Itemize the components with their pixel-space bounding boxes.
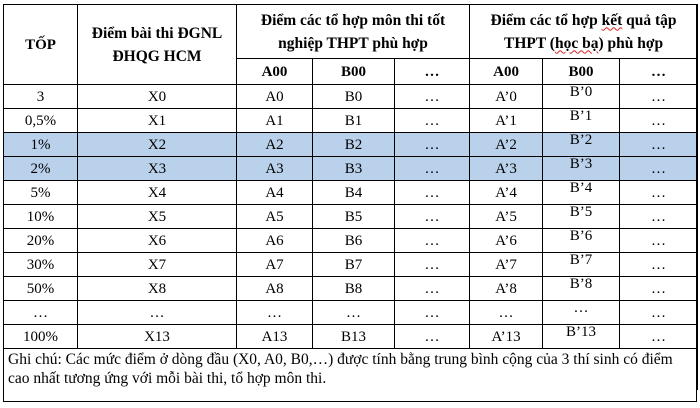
cell-b00: B5 xyxy=(313,205,395,229)
cell-top: 5% xyxy=(4,181,78,205)
cell-ellipsis: … xyxy=(395,325,470,349)
cell-a00: A13 xyxy=(237,325,313,349)
cell-ellipsis-hocba: … xyxy=(620,85,698,109)
cell-ellipsis-hocba: … xyxy=(620,277,698,301)
cell-ellipsis: … xyxy=(395,205,470,229)
cell-a00-hocba: A’4 xyxy=(470,181,543,205)
cell-b00: B6 xyxy=(313,229,395,253)
header-hocba-pre: Điểm các tổ hợp xyxy=(490,11,602,29)
table-frame xyxy=(3,4,697,402)
cell-a00-hocba: A’6 xyxy=(470,229,543,253)
cell-a00: A8 xyxy=(237,277,313,301)
cell-b00-hocba-text: B’0 xyxy=(569,84,593,100)
header-hocba-word-hocba: học bạ xyxy=(554,34,599,52)
cell-a00: A2 xyxy=(237,133,313,157)
cell-a00: A7 xyxy=(237,253,313,277)
cell-b00-hocba-text: B’5 xyxy=(569,204,593,220)
cell-top: 3 xyxy=(4,85,78,109)
header-thpt-line1: Điểm các tổ hợp môn thi tốt xyxy=(260,11,446,29)
subheader-ellipsis: … xyxy=(395,59,470,85)
cell-ellipsis: … xyxy=(395,301,470,325)
cell-top: 2% xyxy=(4,157,78,181)
cell-ellipsis: … xyxy=(395,109,470,133)
header-thpt-line2: nghiệp THPT phù hợp xyxy=(278,34,428,52)
subheader-b00: B00 xyxy=(313,59,395,85)
cell-b00: … xyxy=(313,301,395,325)
cell-b00: B3 xyxy=(313,157,395,181)
cell-ellipsis-hocba: … xyxy=(620,181,698,205)
cell-ellipsis: … xyxy=(395,157,470,181)
cell-a00: A6 xyxy=(237,229,313,253)
cell-a00-hocba: A’13 xyxy=(470,325,543,349)
cell-ellipsis: … xyxy=(395,229,470,253)
cell-b00-hocba-text: B’3 xyxy=(569,156,593,172)
cell-top: 10% xyxy=(4,205,78,229)
cell-b00-hocba-text: B’1 xyxy=(569,108,593,124)
cell-a00-hocba: A’3 xyxy=(470,157,543,181)
cell-b00: B13 xyxy=(313,325,395,349)
header-top: TỐP xyxy=(4,5,78,85)
cell-a00-hocba: … xyxy=(470,301,543,325)
note: Ghi chú: Các mức điểm ở dòng đầu (X0, A0, B0,…) được tính bằng trung bình cộng của 3 thí sinh có điểm cao nhất tương ứng với mỗi bài thi, tổ hợp môn thi. xyxy=(4,349,698,391)
cell-dgnl: X4 xyxy=(78,181,237,205)
cell-dgnl: … xyxy=(78,301,237,325)
cell-ellipsis-hocba: … xyxy=(620,109,698,133)
cell-b00-hocba-text: B’4 xyxy=(569,180,593,196)
cell-b00-hocba-text: … xyxy=(573,300,589,316)
cell-dgnl: X6 xyxy=(78,229,237,253)
cell-ellipsis: … xyxy=(395,85,470,109)
cell-ellipsis-hocba: … xyxy=(620,157,698,181)
cell-b00: B4 xyxy=(313,181,395,205)
cell-ellipsis-hocba: … xyxy=(620,325,698,349)
cell-b00-hocba-text: B’7 xyxy=(569,252,593,268)
cell-ellipsis: … xyxy=(395,181,470,205)
cell-dgnl: X7 xyxy=(78,253,237,277)
cell-top: 1% xyxy=(4,133,78,157)
cell-a00-hocba: A’7 xyxy=(470,253,543,277)
cell-b00-hocba-text: B’13 xyxy=(566,324,597,340)
cell-a00-hocba: A’1 xyxy=(470,109,543,133)
cell-ellipsis-hocba: … xyxy=(620,301,698,325)
cell-b00-hocba-text: B’8 xyxy=(569,276,593,292)
cell-top: 100% xyxy=(4,325,78,349)
subheader-a00: A00 xyxy=(237,59,313,85)
cell-dgnl: X3 xyxy=(78,157,237,181)
cell-dgnl: X13 xyxy=(78,325,237,349)
cell-b00: B7 xyxy=(313,253,395,277)
cell-b00-hocba-text: B’2 xyxy=(569,132,593,148)
header-hocba-word-ket: kết xyxy=(601,11,623,29)
header-hocba-line2-pre: THPT ( xyxy=(504,34,555,52)
subheader-a00-hocba: A00 xyxy=(470,59,543,85)
cell-ellipsis: … xyxy=(395,277,470,301)
cell-a00: A5 xyxy=(237,205,313,229)
cell-top: … xyxy=(4,301,78,325)
cell-b00: B1 xyxy=(313,109,395,133)
cell-top: 30% xyxy=(4,253,78,277)
cell-dgnl: X8 xyxy=(78,277,237,301)
cell-a00: A4 xyxy=(237,181,313,205)
cell-top: 50% xyxy=(4,277,78,301)
cell-ellipsis: … xyxy=(395,253,470,277)
cell-ellipsis-hocba: … xyxy=(620,253,698,277)
cell-ellipsis-hocba: … xyxy=(620,205,698,229)
cell-b00: B0 xyxy=(313,85,395,109)
cell-b00-hocba-text: B’6 xyxy=(569,228,593,244)
cell-a00-hocba: A’5 xyxy=(470,205,543,229)
cell-b00: B8 xyxy=(313,277,395,301)
subheader-b00-hocba: B00 xyxy=(543,59,620,85)
cell-a00: A1 xyxy=(237,109,313,133)
subheader-ellipsis-hocba: … xyxy=(620,59,698,85)
header-dgnl-line2: ĐHQG HCM xyxy=(112,47,202,65)
cell-a00-hocba: A’0 xyxy=(470,85,543,109)
cell-a00-hocba: A’2 xyxy=(470,133,543,157)
cell-top: 0,5% xyxy=(4,109,78,133)
header-hocba-mid: quả tập xyxy=(622,11,677,29)
cell-dgnl: X0 xyxy=(78,85,237,109)
header-dgnl-line1: Điểm bài thi ĐGNL xyxy=(91,24,223,42)
cell-top: 20% xyxy=(4,229,78,253)
cell-a00: A0 xyxy=(237,85,313,109)
cell-ellipsis-hocba: … xyxy=(620,133,698,157)
cell-b00: B2 xyxy=(313,133,395,157)
cell-ellipsis-hocba: … xyxy=(620,229,698,253)
cell-ellipsis: … xyxy=(395,133,470,157)
header-hocba-line2-post: ) phù hợp xyxy=(598,34,664,52)
cell-dgnl: X5 xyxy=(78,205,237,229)
cell-a00: A3 xyxy=(237,157,313,181)
cell-dgnl: X2 xyxy=(78,133,237,157)
cell-dgnl: X1 xyxy=(78,109,237,133)
cell-a00-hocba: A’8 xyxy=(470,277,543,301)
cell-a00: … xyxy=(237,301,313,325)
